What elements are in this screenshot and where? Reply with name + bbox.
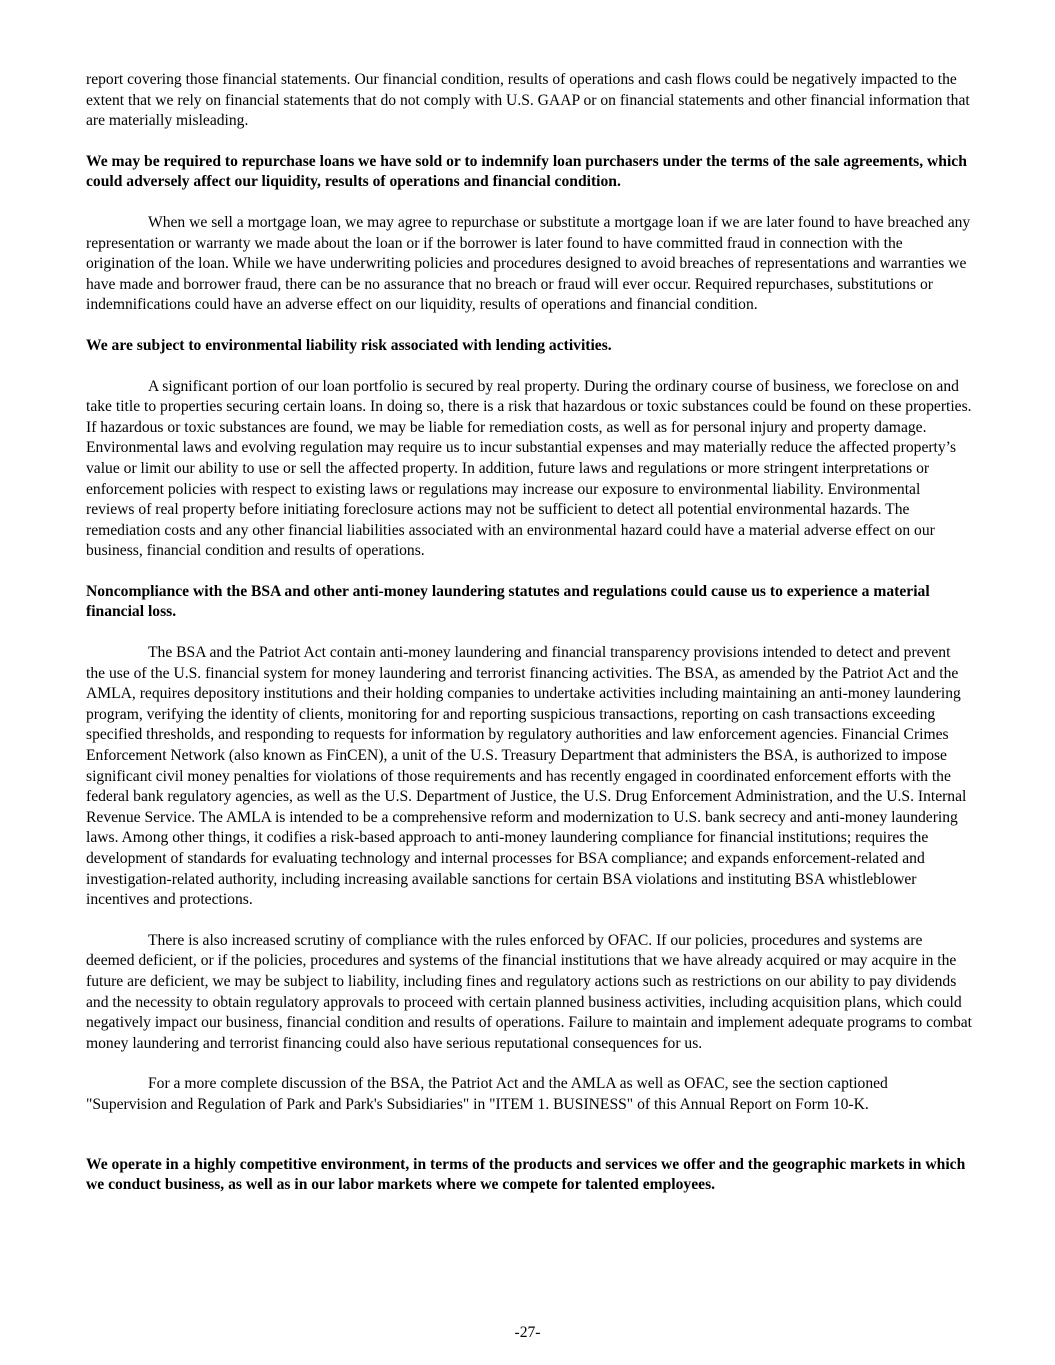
page-number: -27- bbox=[514, 1324, 541, 1341]
paragraph-bsa-patriot-act: The BSA and the Patriot Act contain anti-money laundering and financial transparency provisions intended to detect and prevent the use of the U.S. financial system for money laundering and terrorist financing activities. The BSA, as amended by the Patriot Act and the AMLA, requires depository institutions and their holding companies to undertake activities including maintaining an anti-money laundering program, verifying the identity of clients, monitoring for and reporting suspicious transactions, reporting on cash transactions exceeding specified thresholds, and responding to requests for information by regulatory authorities and law enforcement agencies. Financial Crimes Enforcement Network (also known as FinCEN), a unit of the U.S. Treasury Department that administers the BSA, is authorized to impose significant civil money penalties for violations of those requirements and has recently engaged in coordinated enforcement efforts with the federal bank regulatory agencies, as well as the U.S. Department of Justice, the U.S. Drug Enforcement Administration, and the U.S. Internal Revenue Service. The AMLA is intended to be a comprehensive reform and modernization to U.S. bank secrecy and anti-money laundering laws. Among other things, it codifies a risk-based approach to anti-money laundering compliance for financial institutions; requires the development of standards for evaluating technology and internal processes for BSA compliance; and expands enforcement-related and investigation-related authority, including increasing available sanctions for certain BSA violations and instituting BSA whistleblower incentives and protections. bbox=[86, 644, 967, 909]
paragraph-environmental-liability: A significant portion of our loan portfolio is secured by real property. During the ordinary course of business, we foreclose on and take title to properties securing certain loans. In doing so, there is a risk that hazardous or toxic substances could be found on these properties. If hazardous or toxic substances are found, we may be liable for remediation costs, as well as for personal injury and property damage. Environmental laws and evolving regulation may require us to incur substantial expenses and may materially reduce the affected property’s value or limit our ability to use or sell the affected property. In addition, future laws and regulations or more stringent interpretations or enforcement policies with respect to existing laws or regulations may increase our exposure to environmental liability. Environmental reviews of real property before initiating foreclosure actions may not be sufficient to detect all potential environmental hazards. The remediation costs and any other financial liabilities associated with an environmental hazard could have a material adverse effect on our business, financial condition and results of operations. bbox=[86, 377, 972, 560]
paragraph-cross-reference: For a more complete discussion of the BSA, the Patriot Act and the AMLA as well as OFAC, see the section captioned "Supervision and Regulation of Park and Park's Subsidiaries" in "ITEM 1. BUSINESS" of this Annual Report on Form 10-K. bbox=[86, 1075, 888, 1113]
paragraph-ofac-scrutiny: There is also increased scrutiny of compliance with the rules enforced by OFAC. If our policies, procedures and systems are deemed deficient, or if the policies, procedures and systems of the financial institutions that we have already acquired or may acquire in the future are deficient, we may be subject to liability, including fines and regulatory actions such as restrictions on our ability to pay dividends and the necessity to obtain regulatory approvals to proceed with certain planned business activities, including acquisition plans, which could negatively impact our business, financial condition and results of operations. Failure to maintain and implement adequate programs to combat money laundering and terrorist financing could also have serious reputational consequences for us. bbox=[86, 931, 973, 1052]
heading-environmental-liability: We are subject to environmental liability risk associated with lending activities. bbox=[86, 336, 612, 354]
heading-competitive-environment: We operate in a highly competitive environment, in terms of the products and services we offer and the geographic markets in which we conduct business, as well as in our labor markets where we compete for talented employees. bbox=[86, 1155, 966, 1194]
heading-repurchase-loans: We may be required to repurchase loans we have sold or to indemnify loan purchasers under the terms of the sale agreements, which could adversely affect our liquidity, results of operations and financial condition. bbox=[86, 152, 967, 191]
document-page bbox=[86, 70, 972, 1196]
paragraph-repurchase-loans: When we sell a mortgage loan, we may agree to repurchase or substitute a mortgage loan if we are later found to have breached any representation or warranty we made about the loan or if the borrower is later found to have committed fraud in connection with the origination of the loan. While we have underwriting policies and procedures designed to avoid breaches of representations and warranties we have made and borrower fraud, there can be no assurance that no breach or fraud will ever occur. Required repurchases, substitutions or indemnifications could have an adverse effect on our liquidity, results of operations and financial condition. bbox=[86, 213, 971, 314]
heading-bsa-noncompliance: Noncompliance with the BSA and other anti-money laundering statutes and regulations could cause us to experience a material financial loss. bbox=[86, 582, 930, 621]
continuation-paragraph: report covering those financial statements. Our financial condition, results of operations and cash flows could be negatively impacted to the extent that we rely on financial statements that do not comply with U.S. GAAP or on financial statements and other financial information that are materially misleading. bbox=[86, 71, 970, 130]
